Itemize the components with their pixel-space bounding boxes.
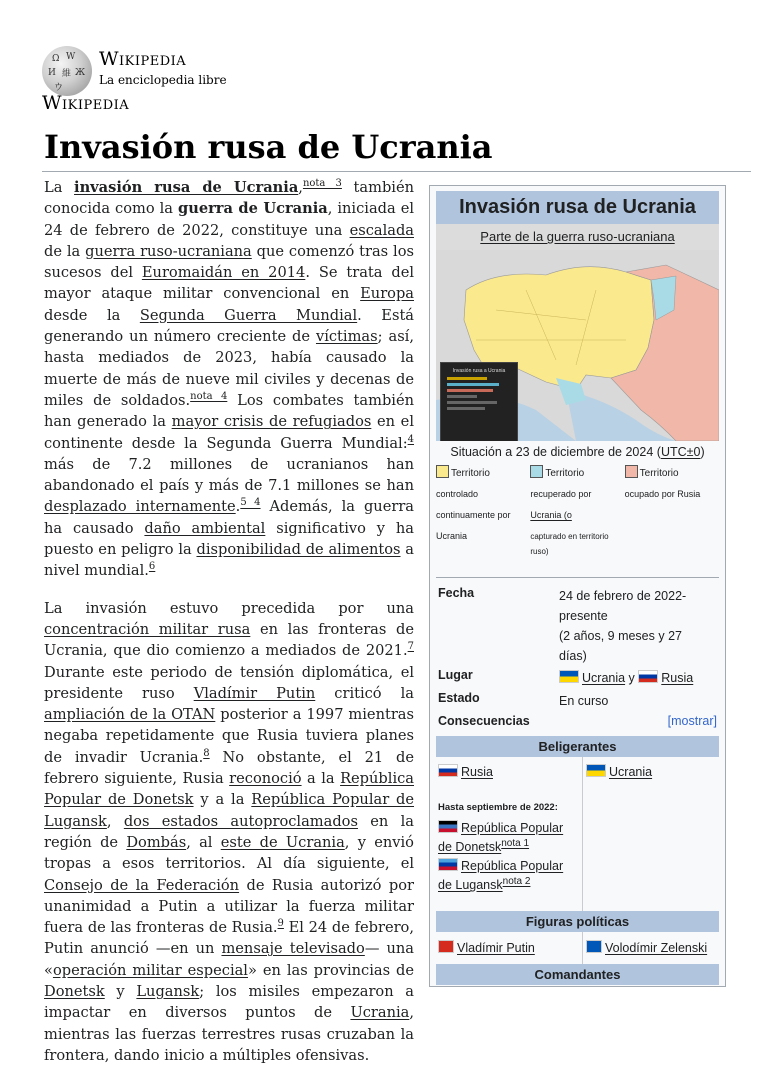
ukrainian-standard-icon	[586, 940, 602, 953]
link[interactable]: ampliación de la OTAN	[44, 706, 216, 724]
bold-link[interactable]: invasión rusa de Ucrania	[74, 179, 299, 196]
link[interactable]: dos estados autoproclamados	[123, 812, 358, 830]
map-color-legend	[436, 463, 719, 571]
link[interactable]: este de Ucrania	[220, 833, 345, 851]
section-figuras: Figuras políticas	[436, 911, 719, 932]
legend-item-occupied: Territorio ocupado por Rusia	[625, 463, 719, 571]
legend-swatch	[530, 465, 543, 478]
link[interactable]: mensaje televisado	[221, 940, 365, 958]
wikipedia-tagline: La enciclopedia libre	[99, 73, 227, 87]
link[interactable]: República Popular de Lugansk	[44, 791, 415, 830]
infobox	[429, 185, 726, 987]
footnote-ref[interactable]: nota 4	[190, 391, 228, 403]
link[interactable]: mayor crisis de refugiados	[171, 413, 372, 431]
link[interactable]: escalada	[349, 221, 414, 239]
link[interactable]: Lugansk	[136, 982, 200, 1000]
divider	[436, 577, 719, 578]
link[interactable]: víctimas	[315, 328, 378, 346]
footnote-ref[interactable]: 6	[148, 561, 156, 573]
row-fecha: Fecha 24 de febrero de 2022- presente (2 años, 9 meses y 27 días)	[438, 586, 687, 663]
row-estado: Estado En curso	[438, 691, 609, 708]
link[interactable]: operación militar especial	[52, 961, 248, 979]
article-body	[44, 177, 414, 1082]
map-caption: Situación a 23 de diciembre de 2024 (UTC±0)	[450, 445, 705, 459]
wikipedia-wordmark[interactable]: Wikipedia	[99, 48, 187, 70]
infobox-subtitle: Parte de la guerra ruso-ucraniana	[436, 224, 719, 250]
ukraine-flag-icon	[559, 670, 579, 683]
link[interactable]: desplazado internamente	[44, 498, 236, 516]
link[interactable]: Euromaidán en 2014	[141, 264, 306, 282]
legend-item-ukraine-controlled: Territorio controlado continuamente por Ucrania	[436, 463, 530, 571]
title-divider	[42, 171, 751, 172]
russia-flag-icon	[438, 764, 458, 777]
link[interactable]: República Popular de Donetsk	[44, 770, 414, 809]
link[interactable]: Ucrania	[350, 1004, 410, 1022]
link[interactable]: concentración militar rusa	[44, 620, 251, 638]
lpr-flag-icon	[438, 858, 458, 871]
legend-swatch	[436, 465, 449, 478]
paragraph-intro: La invasión rusa de Ucrania,$^{nota 3}$ también conocida como la guerra de Ucrania, iniciada el 24 de febrero de 2022, constituye una escalada de la guerra ruso-ucraniana que comenzó tras los sucesos del Euromaidán en 2014. Se trata del mayor ataque militar convencional en Europa desde la Segunda Guerra Mundial. Está generando un número creciente de víctimas; así, hasta mediados de 2023, había causado la muerte de más de nueve mil civiles y decenas de miles de soldados.$^{nota 4}$ Los combates también han generado la mayor crisis de refugiados en el continente desde la Segunda Guerra Mundial:$^4$ más de 7.2 millones de ucranianos han abandonado el país y más de 7.1 millones se han desplazado internamente.$^{5 4}$ Además, la guerra ha causado daño ambiental significativo y ha puesto en peligro la disponibilidad de alimentos a nivel mundial.$^6$	[44, 178, 415, 580]
link[interactable]: daño ambiental	[144, 519, 266, 537]
link[interactable]: guerra ruso-ucraniana	[85, 242, 252, 260]
ukraine-flag-icon	[586, 764, 606, 777]
page-title: Invasión rusa de Ucrania	[44, 128, 493, 166]
footnote-ref[interactable]: nota 3	[302, 178, 342, 190]
link[interactable]: reconoció	[229, 770, 302, 788]
show-toggle[interactable]: mostrar	[671, 714, 714, 728]
row-consecuencias: Consecuencias [mostrar]	[438, 714, 717, 728]
link[interactable]: Dombás	[126, 833, 187, 851]
wikipedia-wordmark-secondary[interactable]: Wikipedia	[42, 92, 130, 114]
footnote-ref[interactable]: 9	[277, 918, 284, 930]
section-comandantes: Comandantes	[436, 964, 719, 985]
invasion-map[interactable]	[436, 250, 719, 441]
russian-standard-icon	[438, 940, 454, 953]
dpr-flag-icon	[438, 820, 458, 833]
utc-link[interactable]: UTC±0	[660, 445, 701, 459]
footnote-ref[interactable]: 8	[203, 747, 210, 759]
footnote-ref[interactable]: 4	[407, 433, 414, 445]
site-header	[42, 44, 342, 114]
paragraph-background: La invasión estuvo precedida por una concentración militar rusa en las fronteras de Ucrania, que dio comienzo a mediados de 2021.$^7$ Durante este periodo de tensión diplomática, el presidente ruso Vladímir Putin criticó la ampliación de la OTAN posterior a 1997 mientras negaba repetidamente que Rusia tuviera planes de invadir Ucrania.$^8$ No obstante, el 21 de febrero siguiente, Rusia reconoció a la República Popular de Donetsk y a la República Popular de Lugansk, dos estados autoproclamados en la región de Dombás, al este de Ucrania, y envió tropas a esos territorios. Al día siguiente, el Consejo de la Federación de Rusia autorizó por unanimidad a Putin a utilizar la fuerza militar fuera de las fronteras de Rusia.$^9$ El 24 de febrero, Putin anunció —en un mensaje televisado— una «operación militar especial» en las provincias de Donetsk y Lugansk; los misiles empezaron a impactar en diversos puntos de Ucrania, mientras las fuerzas terrestres rusas cruzaban la frontera, dando inicio a múltiples ofensivas.	[44, 599, 415, 1064]
section-beligerantes: Beligerantes	[436, 736, 719, 757]
link[interactable]: Vladímir Putin	[193, 684, 316, 702]
link[interactable]: disponibilidad de alimentos	[196, 541, 401, 559]
link[interactable]: Segunda Guerra Mundial	[139, 306, 358, 324]
footnote-ref[interactable]: 5 4	[240, 497, 261, 509]
link[interactable]: Europa	[360, 285, 414, 303]
footnote-ref[interactable]: 7	[407, 641, 414, 653]
link[interactable]: Donetsk	[44, 982, 105, 1000]
belligerents: Rusia Ucrania Hasta septiembre de 2022: República Popular de Donetsk$^{nota 1}$ República Popular de Lugansk$^{nota 2}$	[436, 757, 719, 911]
wikipedia-globe-logo[interactable]: Ω W И 維 Ж ウ	[42, 46, 92, 96]
legend-item-recovered: Territorio recuperado por Ucrania (o capturado en territorio ruso)	[530, 463, 624, 571]
row-lugar: Lugar Ucrania y Rusia	[438, 668, 694, 685]
political-figures: Vladímir Putin Volodímir Zelenski	[436, 932, 719, 964]
map-legend: Invasión rusa a Ucrania	[440, 362, 518, 441]
russia-flag-icon	[638, 670, 658, 683]
link[interactable]: Consejo de la Federación	[44, 876, 240, 894]
infobox-title: Invasión rusa de Ucrania	[436, 191, 719, 224]
legend-swatch	[625, 465, 638, 478]
